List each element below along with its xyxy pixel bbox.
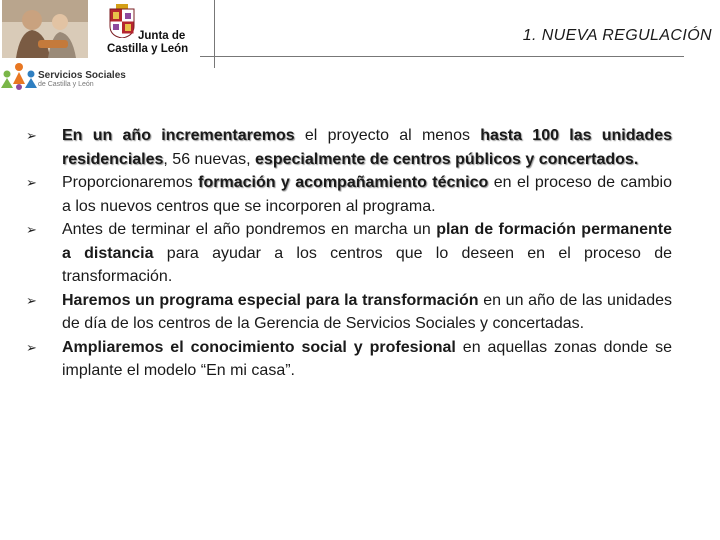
arrow-bullet-icon: ➢ (26, 128, 37, 143)
bullet-text: en aquellas zonas donde se implante el modelo “En mi casa”. (62, 338, 672, 379)
bullet-emphasis-text: Haremos un programa especial para la transformación (62, 291, 479, 309)
header-vertical-divider (214, 0, 215, 68)
bullet-item (26, 218, 672, 289)
bullet-list (26, 124, 672, 383)
bullet-emphasis-text: formación y acompañamiento técnico (198, 174, 489, 191)
bullet-item (26, 289, 672, 336)
arrow-bullet-icon: ➢ (26, 339, 37, 355)
org-name-line1: Junta de (138, 30, 186, 42)
arrow-bullet-icon: ➢ (26, 175, 37, 190)
bullet-text: en un año de las unidades de día de los centros de la Gerencia de Servicios Sociales y concertadas. (62, 291, 672, 332)
bullet-item (26, 171, 672, 218)
slide-title: 1. NUEVA REGULACIÓN (522, 27, 712, 44)
bullet-text: en el proceso de cambio a los nuevos centros que se incorporen al programa. (62, 174, 672, 215)
services-name: Servicios Sociales (38, 70, 126, 81)
org-name-line2: Castilla y León (107, 43, 189, 55)
bullet-item (26, 336, 672, 383)
servicios-sociales-logo-icon (0, 60, 38, 94)
bullet-text: , 56 nuevas, (163, 150, 256, 168)
bullet-text: Proporcionaremos (62, 174, 199, 191)
arrow-bullet-icon: ➢ (26, 292, 37, 308)
castilla-leon-crest-icon (108, 4, 136, 38)
bullet-item (26, 124, 672, 171)
bullet-emphasis-text: hasta 100 las unidades residenciales (62, 127, 672, 168)
arrow-bullet-icon: ➢ (26, 222, 37, 237)
header-horizontal-divider (200, 56, 684, 57)
services-subtitle: de Castilla y León (38, 81, 94, 88)
bullet-text: para ayudar a los centros que lo deseen en el proceso de transformación. (62, 244, 673, 285)
bullet-text: Antes de terminar el año pondremos en marcha un (62, 221, 437, 238)
bullet-emphasis-text: Ampliaremos el conocimiento social y profesional (62, 338, 456, 356)
bullet-emphasis-text: En un año incrementaremos (62, 127, 295, 144)
bullet-emphasis-text: especialmente de centros públicos y concertados. (255, 150, 639, 168)
bullet-emphasis-text: plan de formación permanente a distancia (62, 221, 673, 262)
bullet-text: el proyecto al menos (294, 127, 481, 144)
header-photo (2, 0, 88, 58)
